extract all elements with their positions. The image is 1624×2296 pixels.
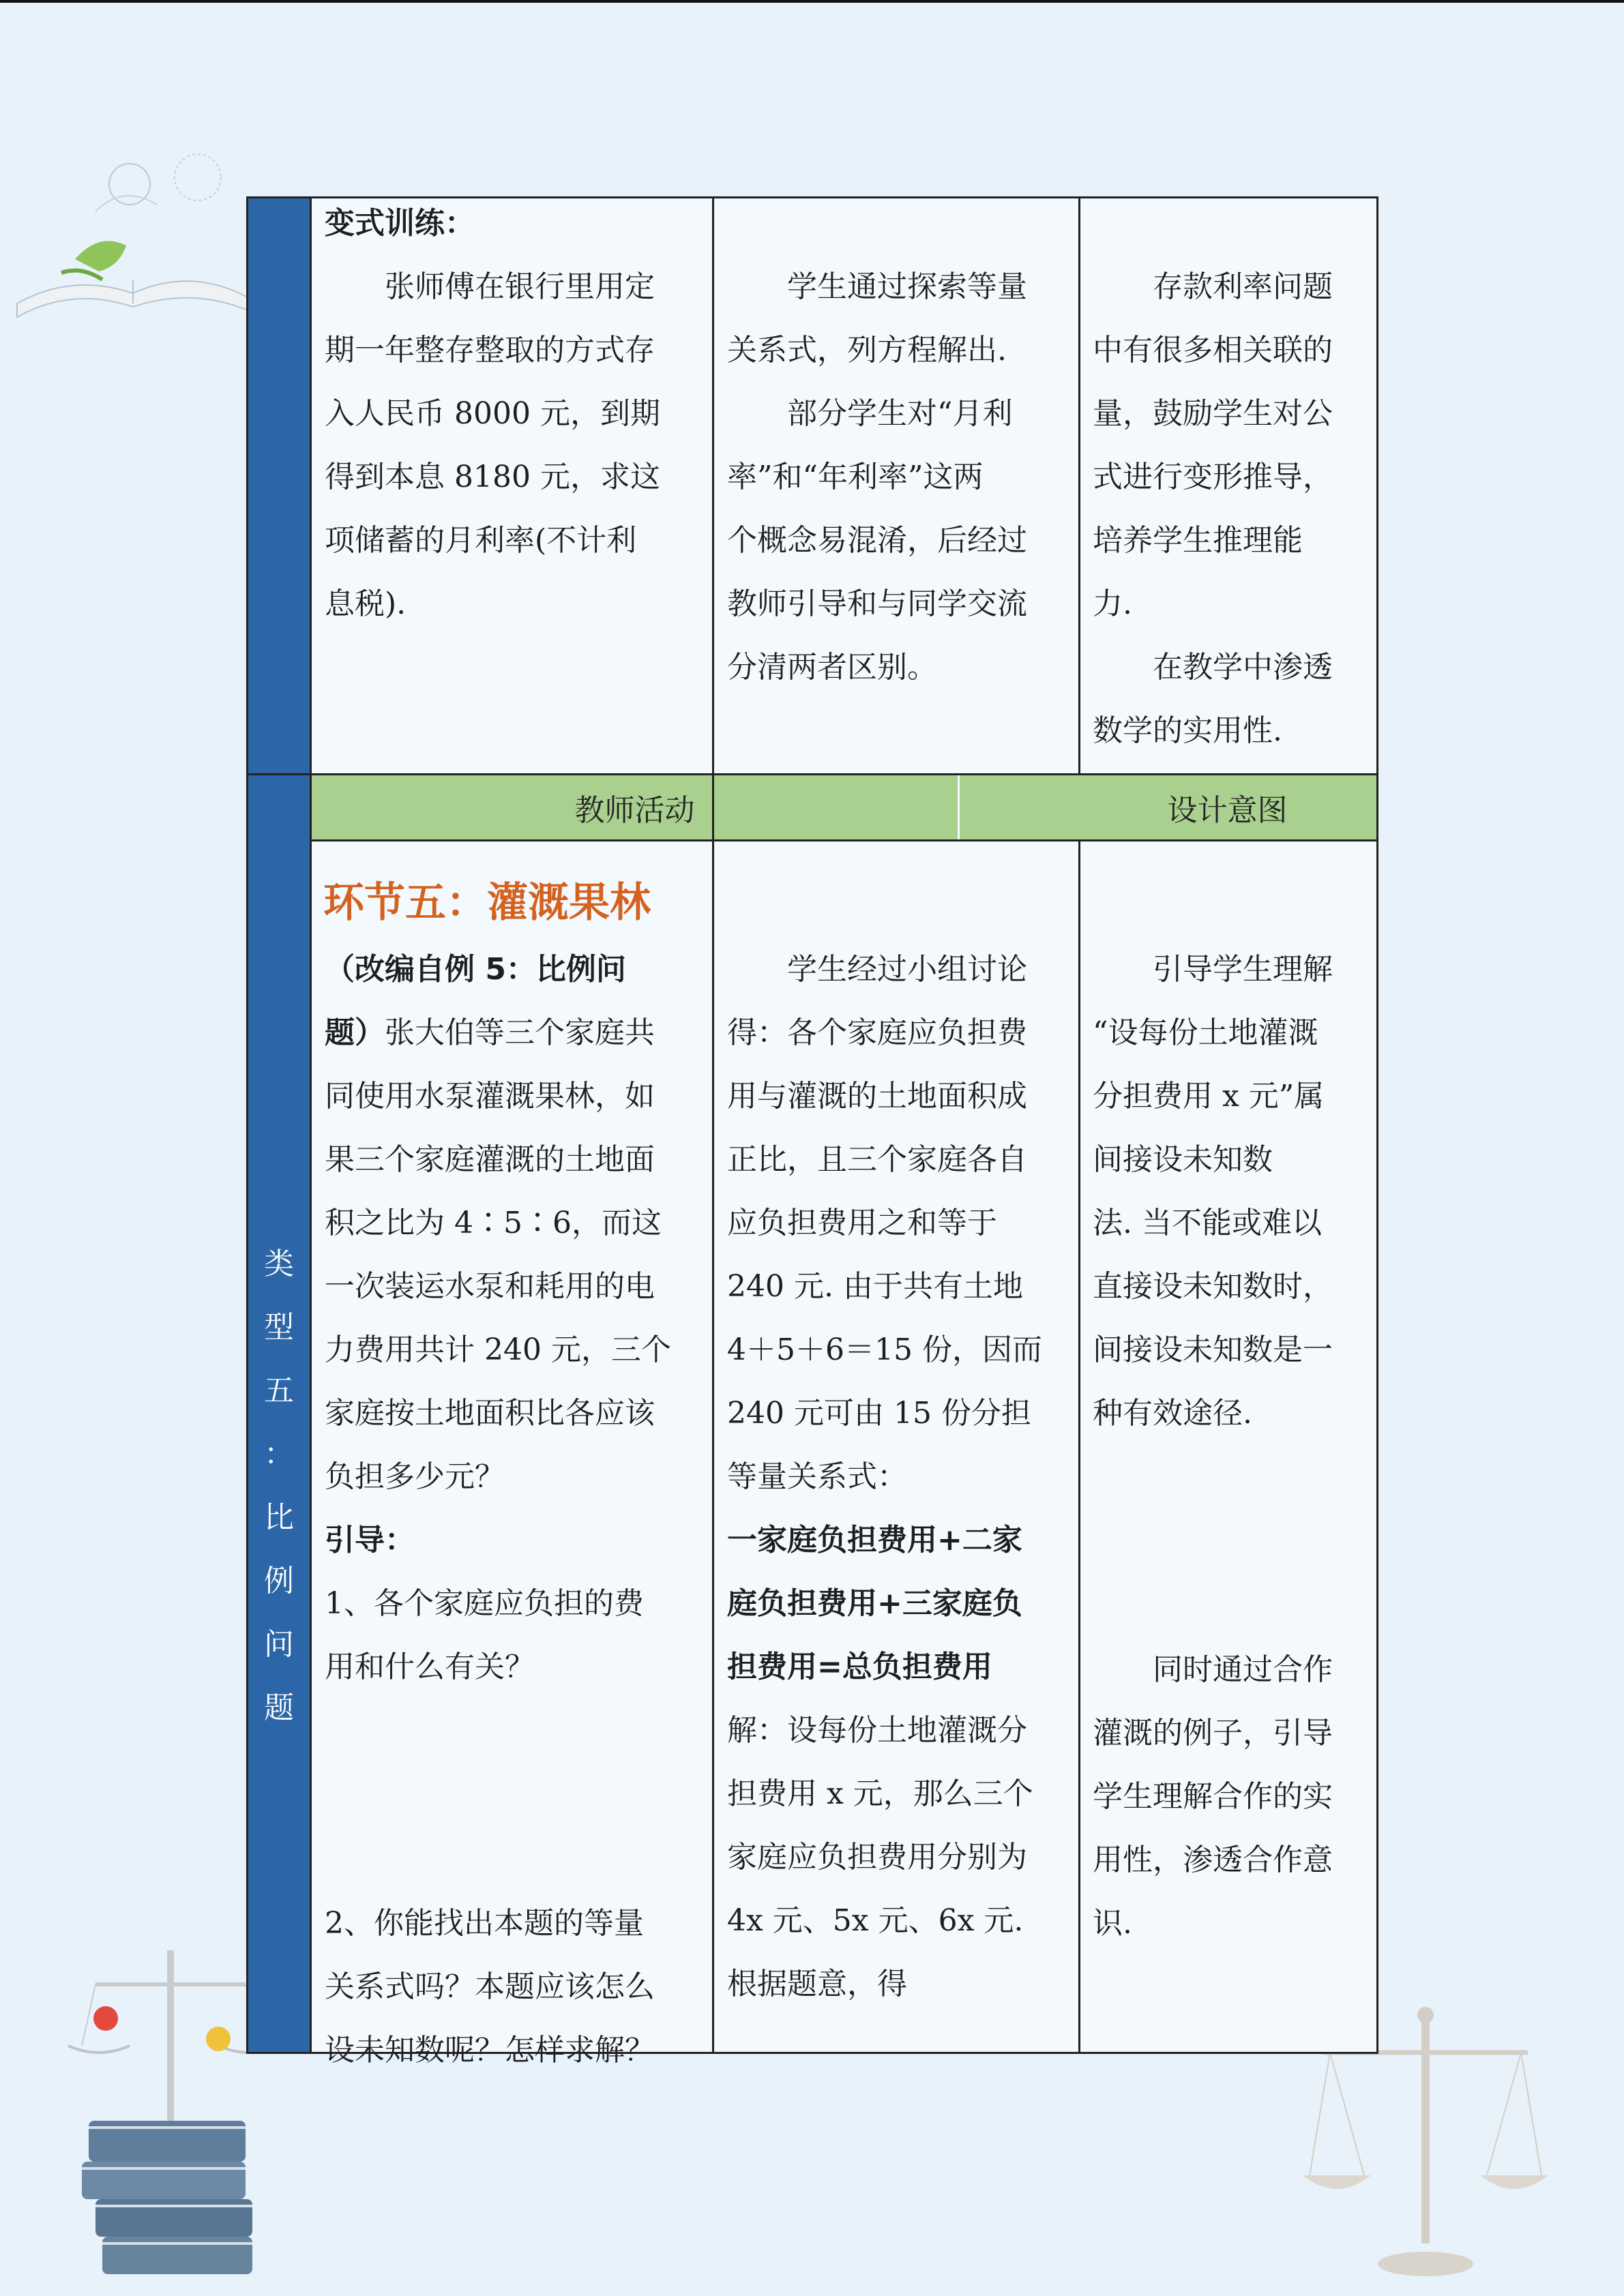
text-line: 部分学生对“月利: [727, 396, 1013, 431]
side-char: ：: [264, 1437, 294, 1472]
header-design-intent: 设计意图: [1078, 775, 1376, 839]
text-line: 种有效途径.: [1093, 1396, 1252, 1431]
text-line: 张大伯等三个家庭共: [385, 1015, 655, 1050]
text-line: 量，鼓励学生对公: [1093, 396, 1333, 431]
text-line: “设每份土地灌溉: [1093, 1015, 1318, 1050]
text-line: 力费用共计 240 元，三个: [325, 1332, 671, 1367]
text-line: 息税).: [325, 586, 407, 621]
grid-line: [310, 198, 312, 2052]
side-char: 比: [264, 1500, 294, 1535]
text-line: 入人民币 8000 元，到期: [325, 396, 660, 431]
section-five-title: 环节五：灌溉果林: [323, 879, 651, 927]
side-char: 例: [264, 1564, 294, 1598]
text-line: 培养学生推理能: [1093, 523, 1303, 558]
text-line: 教师引导和与同学交流: [727, 586, 1027, 621]
text-line: 期一年整存整取的方式存: [325, 333, 655, 368]
text-line: 负担多少元？: [325, 1459, 505, 1494]
solution-line: 解：设每份土地灌溉分: [727, 1713, 1027, 1748]
text-line: 分担费用 x 元”属: [1093, 1079, 1325, 1114]
text-line: 得到本息 8180 元，求这: [325, 460, 660, 494]
equation-line: 担费用=总负担费用: [727, 1650, 992, 1684]
row2-design-cell-b: [1093, 1638, 1333, 1955]
text-line: 引导学生理解: [1093, 952, 1333, 987]
text-line: 学生通过探索等量: [727, 269, 1027, 304]
side-char: 型: [264, 1310, 294, 1345]
text-line: 同使用水泵灌溉果林，如: [325, 1079, 655, 1114]
equation-line: 一家庭负担费用+二家: [727, 1523, 1022, 1557]
sidebar-label-section-five: [248, 1232, 310, 1740]
guide-label: 引导：: [325, 1523, 415, 1557]
solution-line: 家庭应负担费用分别为: [727, 1840, 1027, 1875]
grid-line: [712, 198, 714, 2052]
text-line: 4＋5＋6＝15 份，因而: [727, 1332, 1042, 1367]
text-line: 等量关系式：: [727, 1459, 907, 1494]
text-line: 一次装运水泵和耗用的电: [325, 1269, 655, 1304]
scale-books-illustration: [41, 1923, 273, 2291]
text-line: 分清两者区别。: [727, 650, 937, 685]
header-teacher-activity: 教师活动: [312, 775, 958, 839]
equation-line: 庭负担费用+三家庭负: [727, 1586, 1022, 1621]
solution-line: 4x 元、5x 元、6x 元.: [727, 1903, 1024, 1938]
text-line: 240 元. 由于共有土地: [727, 1269, 1023, 1304]
text-line: 间接设未知数: [1093, 1142, 1273, 1177]
text-line: 学生理解合作的实: [1093, 1779, 1333, 1814]
question-two-line: 2、你能找出本题的等量: [325, 1906, 644, 1941]
row2-design-cell: [1093, 938, 1333, 1445]
text-line: 同时通过合作: [1093, 1652, 1333, 1687]
text-line: 率”和“年利率”这两: [727, 460, 984, 494]
question-one-line: 1、各个家庭应负担的费: [325, 1586, 644, 1621]
text-line: 家庭按土地面积比各应该: [325, 1396, 655, 1431]
text-line: 得：各个家庭应负担费: [727, 1015, 1027, 1050]
side-char: 问: [264, 1627, 294, 1662]
text-line: 数学的实用性.: [1093, 713, 1282, 748]
text-line: 法. 当不能或难以: [1093, 1206, 1322, 1240]
example-source-close: 题）: [325, 1015, 385, 1050]
text-line: 识.: [1093, 1906, 1132, 1941]
text-line: 果三个家庭灌溉的土地面: [325, 1142, 655, 1177]
text-line: 240 元可由 15 份分担: [727, 1396, 1031, 1431]
text-line: 关系式，列方程解出.: [727, 333, 1007, 368]
variant-training-title: 变式训练：: [325, 206, 475, 241]
text-line: 式进行变形推导，: [1093, 460, 1333, 494]
row1-teacher-cell: [325, 192, 660, 636]
text-line: 正比，且三个家庭各自: [727, 1142, 1027, 1177]
text-line: 个概念易混淆，后经过: [727, 523, 1027, 558]
text-line: 学生经过小组讨论: [727, 952, 1027, 987]
example-source-line: （改编自例 5：比例问: [325, 952, 626, 987]
side-char: 类: [264, 1247, 294, 1281]
solution-line: 担费用 x 元，那么三个: [727, 1776, 1033, 1811]
row2-teacher-cell: [325, 938, 671, 1699]
row1-design-cell: [1093, 255, 1333, 762]
text-line: 直接设未知数时，: [1093, 1269, 1333, 1304]
question-two-line: 关系式吗？本题应该怎么: [325, 1969, 655, 2004]
text-line: 张师傅在银行里用定: [325, 269, 655, 304]
question-two-line: 设未知数呢？怎样求解？: [325, 2033, 655, 2068]
text-line: 在教学中渗透: [1093, 650, 1333, 685]
book-globe-illustration: [14, 136, 259, 327]
text-line: 用与灌溉的土地面积成: [727, 1079, 1027, 1114]
text-line: 积之比为 4∶5∶6，而这: [325, 1206, 662, 1240]
text-line: 灌溉的例子，引导: [1093, 1716, 1333, 1750]
row1-student-cell: [727, 255, 1027, 699]
text-line: 项储蓄的月利率(不计利: [325, 523, 637, 558]
text-line: 间接设未知数是一: [1093, 1332, 1333, 1367]
row2-student-cell: [727, 938, 1042, 2016]
solution-line: 根据题意，得: [727, 1967, 907, 2001]
grid-line: [1078, 198, 1080, 2052]
text-line: 力.: [1093, 586, 1132, 621]
text-line: 存款利率问题: [1093, 269, 1333, 304]
side-char: 五: [264, 1373, 294, 1408]
sidebar-section-four: [248, 198, 310, 773]
side-char: 题: [264, 1690, 294, 1725]
text-line: 中有很多相关联的: [1093, 333, 1333, 368]
row2-teacher-question-two: [325, 1892, 655, 2082]
text-line: 应负担费用之和等于: [727, 1206, 997, 1240]
grid-line: [310, 839, 1376, 841]
lesson-table: [246, 196, 1378, 2068]
question-one-line: 用和什么有关？: [325, 1650, 535, 1684]
text-line: 用性，渗透合作意: [1093, 1843, 1333, 1877]
top-border: [0, 0, 1624, 3]
